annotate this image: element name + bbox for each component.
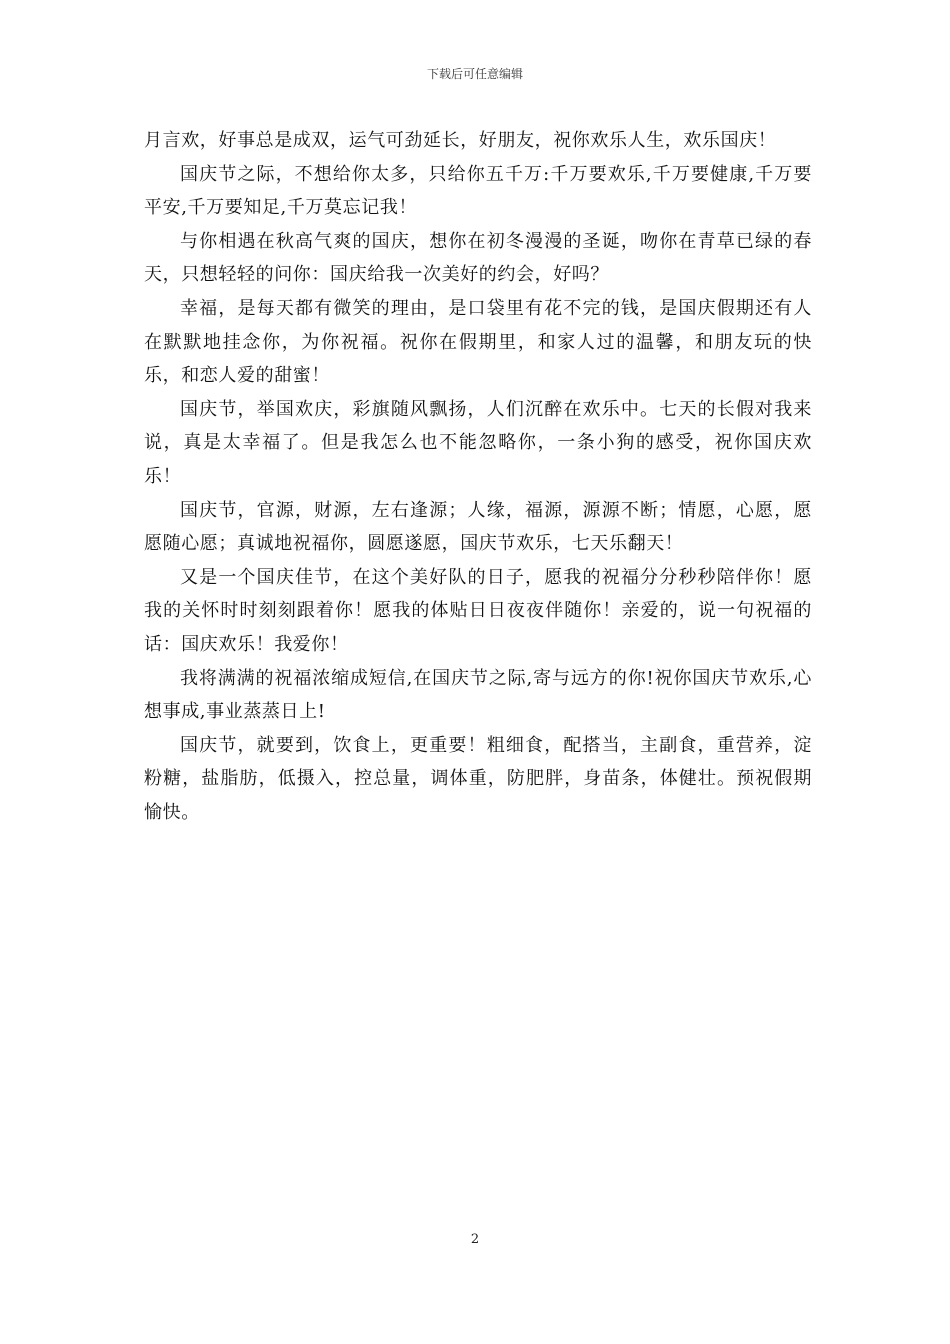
paragraph-9: 国庆节，就要到，饮食上，更重要！粗细食，配搭当，主副食，重营养，淀粉糖，盐脂肪，低摄入，控总量，调体重，防肥胖，身苗条，体健壮。预祝假期愉快。	[144, 734, 812, 823]
paragraph-3: 与你相遇在秋高气爽的国庆，想你在初冬漫漫的圣诞，吻你在青草已绿的春天，只想轻轻的问你：国庆给我一次美好的约会，好吗？	[144, 230, 812, 286]
page-header: 下载后可任意编辑	[426, 67, 523, 81]
paragraph-6: 国庆节，官源，财源，左右逢源；人缘，福源，源源不断；情愿，心愿，愿愿随心愿；真诚地祝福你，圆愿遂愿，国庆节欢乐，七天乐翻天！	[144, 499, 812, 555]
page-number: 2	[470, 1232, 480, 1247]
document-body	[144, 124, 812, 829]
paragraph-5: 国庆节，举国欢庆，彩旗随风飘扬，人们沉醉在欢乐中。七天的长假对我来说，真是太幸福了。但是我怎么也不能忽略你，一条小狗的感受，祝你国庆欢乐！	[144, 398, 812, 487]
paragraph-1: 月言欢，好事总是成双，运气可劲延长，好朋友，祝你欢乐人生，欢乐国庆！	[144, 130, 777, 151]
paragraph-4: 幸福，是每天都有微笑的理由，是口袋里有花不完的钱，是国庆假期还有人在默默地挂念你，为你祝福。祝你在假期里，和家人过的温馨，和朋友玩的快乐，和恋人爱的甜蜜！	[144, 297, 812, 387]
paragraph-2: 国庆节之际，不想给你太多，只给你五千万:千万要欢乐,千万要健康,千万要平安,千万要知足,千万莫忘记我！	[144, 163, 812, 219]
paragraph-8: 我将满满的祝福浓缩成短信,在国庆节之际,寄与远方的你!祝你国庆节欢乐,心想事成,事业蒸蒸日上!	[144, 667, 812, 723]
paragraph-7: 又是一个国庆佳节，在这个美好队的日子，愿我的祝福分分秒秒陪伴你！愿我的关怀时时刻刻跟着你！愿我的体贴日日夜夜伴随你！亲爱的，说一句祝福的话：国庆欢乐！我爱你！	[144, 566, 812, 655]
